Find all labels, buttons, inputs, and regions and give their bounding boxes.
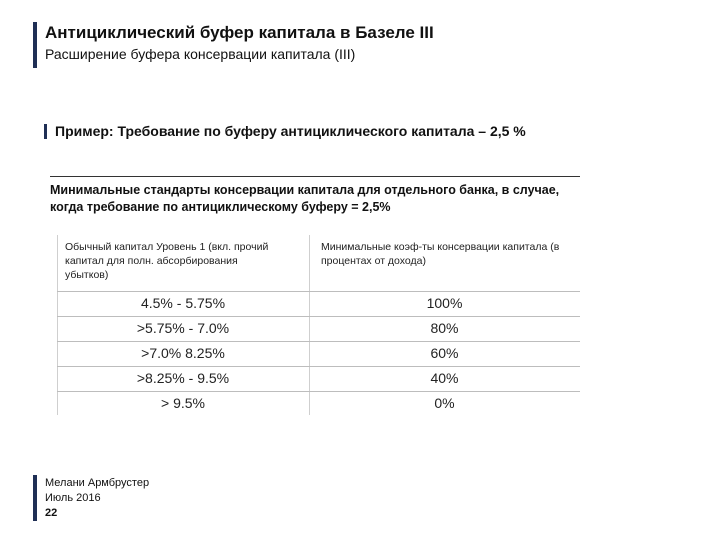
table-cell-ratio: 100% (426, 295, 463, 311)
card-top-rule (50, 176, 580, 177)
table-cell-capital: >5.75% - 7.0% (136, 320, 230, 336)
table-row (57, 342, 580, 367)
table-header-capital: Обычный капитал Уровень 1 (вкл. прочий капитал для полн. абсорбирования убытков) (65, 241, 269, 281)
table-row (57, 392, 580, 416)
table-header-ratio: Минимальные коэф-ты консервации капитала (в процентах от дохода) (321, 241, 560, 267)
table-cell-capital: >7.0% 8.25% (141, 345, 225, 361)
table-row (57, 317, 580, 342)
table-header-row (57, 235, 580, 292)
table-cell-capital: > 9.5% (161, 395, 205, 411)
title-accent-bar (33, 22, 37, 68)
example-text: Пример: Требование по буферу антициклического капитала – 2,5 % (55, 123, 526, 139)
table-row (57, 292, 580, 317)
conservation-table (57, 235, 580, 416)
table-cell-capital: >8.25% - 9.5% (136, 370, 230, 386)
table-cell-capital: 4.5% - 5.75% (140, 295, 226, 311)
example-bullet-bar (44, 124, 47, 139)
footer-accent-bar (33, 475, 37, 521)
table-cell-ratio: 80% (430, 320, 459, 336)
table-row (57, 367, 580, 392)
page-number: 22 (45, 507, 58, 519)
table-cell-ratio: 60% (430, 345, 459, 361)
table-cell-ratio: 40% (430, 370, 459, 386)
table-cell-ratio: 0% (434, 395, 455, 411)
footer-date: Июль 2016 (45, 492, 101, 504)
card-heading: Минимальные стандарты консервации капитала для отдельного банка, в случае, когда требование по антициклическому буферу = 2,5% (50, 183, 560, 214)
slide-title: Антициклический буфер капитала в Базеле III (45, 23, 434, 42)
footer-author: Мелани Армбрустер (45, 477, 150, 489)
slide-subtitle: Расширение буфера консервации капитала (III) (45, 46, 356, 62)
